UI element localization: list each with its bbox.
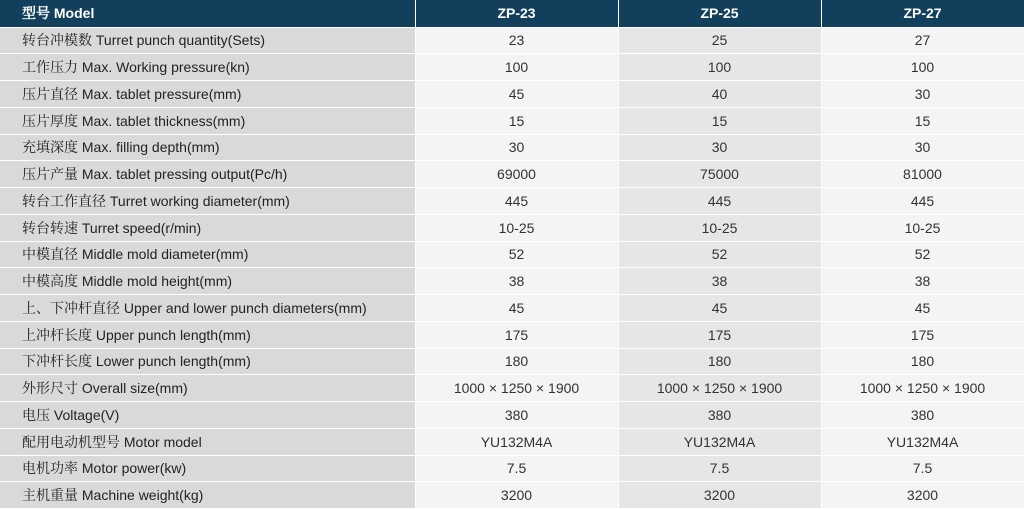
spec-label: 转台冲模数 Turret punch quantity(Sets) — [0, 27, 415, 54]
spec-value: 380 — [415, 402, 618, 429]
spec-value: 38 — [415, 268, 618, 295]
spec-value: 100 — [415, 54, 618, 81]
spec-value: 15 — [415, 107, 618, 134]
spec-label: 充填深度 Max. filling depth(mm) — [0, 134, 415, 161]
spec-value: 30 — [821, 134, 1024, 161]
spec-label: 外形尺寸 Overall size(mm) — [0, 375, 415, 402]
spec-label: 中模直径 Middle mold diameter(mm) — [0, 241, 415, 268]
table-row — [0, 107, 1024, 134]
table-row — [0, 482, 1024, 509]
spec-value: 45 — [415, 81, 618, 108]
table-row — [0, 27, 1024, 54]
spec-value: 10-25 — [821, 214, 1024, 241]
spec-value: 45 — [618, 295, 821, 322]
spec-value: 1000 × 1250 × 1900 — [821, 375, 1024, 402]
spec-value: 52 — [415, 241, 618, 268]
spec-value: 45 — [415, 295, 618, 322]
table-row — [0, 134, 1024, 161]
spec-value: 100 — [821, 54, 1024, 81]
spec-value: 3200 — [821, 482, 1024, 509]
spec-value: 180 — [821, 348, 1024, 375]
spec-value: 380 — [618, 402, 821, 429]
spec-label: 电机功率 Motor power(kw) — [0, 455, 415, 482]
spec-value: 30 — [618, 134, 821, 161]
spec-value: 180 — [618, 348, 821, 375]
spec-value: 15 — [618, 107, 821, 134]
spec-value: 52 — [821, 241, 1024, 268]
table-row — [0, 214, 1024, 241]
spec-label: 转台工作直径 Turret working diameter(mm) — [0, 188, 415, 215]
spec-value: 10-25 — [415, 214, 618, 241]
spec-label: 压片产量 Max. tablet pressing output(Pc/h) — [0, 161, 415, 188]
spec-label: 下冲杆长度 Lower punch length(mm) — [0, 348, 415, 375]
table-row — [0, 188, 1024, 215]
spec-value: 1000 × 1250 × 1900 — [618, 375, 821, 402]
table-row — [0, 428, 1024, 455]
spec-value: 445 — [415, 188, 618, 215]
spec-value: 380 — [821, 402, 1024, 429]
spec-value: 7.5 — [415, 455, 618, 482]
spec-value: 38 — [618, 268, 821, 295]
spec-table-body — [0, 27, 1024, 509]
header-model-zp27: ZP-27 — [821, 0, 1024, 27]
spec-value: 445 — [821, 188, 1024, 215]
table-row — [0, 455, 1024, 482]
spec-label: 压片厚度 Max. tablet thickness(mm) — [0, 107, 415, 134]
spec-value: 15 — [821, 107, 1024, 134]
spec-value: 3200 — [415, 482, 618, 509]
table-row — [0, 241, 1024, 268]
spec-label: 主机重量 Machine weight(kg) — [0, 482, 415, 509]
spec-value: 23 — [415, 27, 618, 54]
table-row — [0, 54, 1024, 81]
spec-value: 175 — [415, 321, 618, 348]
spec-value: YU132M4A — [821, 428, 1024, 455]
spec-label: 上冲杆长度 Upper punch length(mm) — [0, 321, 415, 348]
spec-value: 175 — [821, 321, 1024, 348]
spec-value: 81000 — [821, 161, 1024, 188]
spec-label: 电压 Voltage(V) — [0, 402, 415, 429]
spec-label: 配用电动机型号 Motor model — [0, 428, 415, 455]
spec-value: 175 — [618, 321, 821, 348]
spec-value: 30 — [415, 134, 618, 161]
spec-value: 7.5 — [821, 455, 1024, 482]
spec-value: 180 — [415, 348, 618, 375]
spec-value: 40 — [618, 81, 821, 108]
spec-value: YU132M4A — [415, 428, 618, 455]
spec-value: 25 — [618, 27, 821, 54]
table-row — [0, 402, 1024, 429]
spec-label: 工作压力 Max. Working pressure(kn) — [0, 54, 415, 81]
spec-value: 1000 × 1250 × 1900 — [415, 375, 618, 402]
spec-label: 转台转速 Turret speed(r/min) — [0, 214, 415, 241]
spec-value: 45 — [821, 295, 1024, 322]
spec-value: 30 — [821, 81, 1024, 108]
header-model-label: 型号 Model — [0, 0, 415, 27]
spec-label: 中模高度 Middle mold height(mm) — [0, 268, 415, 295]
table-row — [0, 321, 1024, 348]
spec-value: 10-25 — [618, 214, 821, 241]
spec-value: 7.5 — [618, 455, 821, 482]
table-row — [0, 268, 1024, 295]
spec-value: 3200 — [618, 482, 821, 509]
spec-value: 75000 — [618, 161, 821, 188]
spec-value: YU132M4A — [618, 428, 821, 455]
header-model-zp25: ZP-25 — [618, 0, 821, 27]
table-row — [0, 348, 1024, 375]
table-row — [0, 375, 1024, 402]
spec-value: 27 — [821, 27, 1024, 54]
spec-label: 上、下冲杆直径 Upper and lower punch diameters(mm) — [0, 295, 415, 322]
spec-value: 100 — [618, 54, 821, 81]
table-row — [0, 295, 1024, 322]
table-row — [0, 161, 1024, 188]
table-row — [0, 81, 1024, 108]
spec-label: 压片直径 Max. tablet pressure(mm) — [0, 81, 415, 108]
spec-value: 38 — [821, 268, 1024, 295]
spec-value: 445 — [618, 188, 821, 215]
spec-table-header — [0, 0, 1024, 27]
spec-value: 52 — [618, 241, 821, 268]
header-model-zp23: ZP-23 — [415, 0, 618, 27]
spec-value: 69000 — [415, 161, 618, 188]
header-row — [0, 0, 1024, 27]
